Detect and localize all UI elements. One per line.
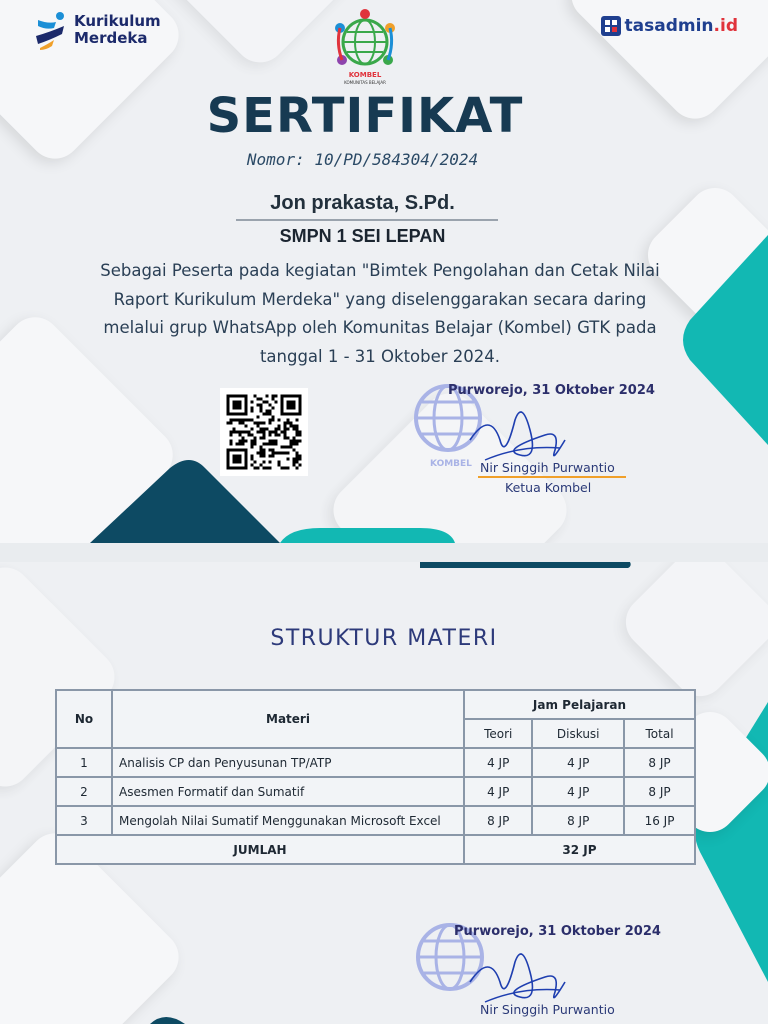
header-teori: Teori: [464, 719, 532, 748]
certificate-description: [78, 257, 682, 371]
signer-name: Nir Singgih Purwantio: [480, 460, 615, 475]
cell-teori: 4 JP: [464, 777, 532, 806]
kurikulum-merdeka-logo: [34, 10, 161, 50]
school-name: SMPN 1 SEI LEPAN: [279, 226, 446, 246]
cell-diskusi: 4 JP: [532, 777, 624, 806]
brand-line-1: Kurikulum: [74, 12, 161, 30]
certificate-number: Nomor: 10/PD/584304/2024: [246, 150, 479, 169]
signer2-name: Nir Singgih Purwantio: [480, 1002, 615, 1017]
header-diskusi: Diskusi: [532, 719, 624, 748]
cell-total: 16 JP: [624, 806, 695, 835]
brand-line-2: Merdeka: [74, 29, 148, 47]
cell-materi: Mengolah Nilai Sumatif Menggunakan Microsoft Excel: [112, 806, 464, 835]
qr-code-icon: [220, 388, 308, 476]
cell-teori: 4 JP: [464, 748, 532, 777]
cell-materi: Analisis CP dan Penyusunan TP/ATP: [112, 748, 464, 777]
cell-total: 8 JP: [624, 748, 695, 777]
signer-role: Ketua Kombel: [505, 480, 592, 495]
header-materi: Materi: [112, 690, 464, 748]
signer-underline: [478, 476, 626, 478]
stamp-text: KOMBEL: [430, 459, 472, 469]
kurikulum-merdeka-icon: [34, 10, 68, 50]
kombel-logo-subtext: KOMUNITAS BELAJAR: [344, 80, 386, 85]
description-line: tanggal 1 - 31 Oktober 2024.: [259, 346, 501, 366]
name-underline: [236, 219, 498, 221]
cell-diskusi: 4 JP: [532, 748, 624, 777]
tasadmin-name: tasadmin: [624, 16, 714, 36]
total-value: 32 JP: [464, 835, 695, 864]
table-row: [56, 748, 695, 777]
total-label: JUMLAH: [56, 835, 464, 864]
table-row: [56, 806, 695, 835]
cell-no: 2: [56, 777, 112, 806]
table-row: [56, 777, 695, 806]
kombel-logo-text: KOMBEL: [348, 71, 382, 79]
header-no: No: [56, 690, 112, 748]
cell-teori: 8 JP: [464, 806, 532, 835]
cell-materi: Asesmen Formatif dan Sumatif: [112, 777, 464, 806]
cell-diskusi: 8 JP: [532, 806, 624, 835]
structure-page: [0, 562, 768, 1024]
recipient-name: Jon prakasta, S.Pd.: [270, 192, 455, 214]
signature-place-date: Purworejo, 31 Oktober 2024: [448, 383, 655, 398]
cell-no: 1: [56, 748, 112, 777]
structure-title: STRUKTUR MATERI: [270, 626, 498, 651]
table-total-row: [56, 835, 695, 864]
description-line: Raport Kurikulum Merdeka" yang diselenggarakan secara daring: [113, 289, 647, 309]
kombel-logo: [332, 8, 398, 88]
tasadmin-logo: [601, 16, 738, 36]
cell-no: 3: [56, 806, 112, 835]
qr-code: [220, 388, 308, 476]
cell-total: 8 JP: [624, 777, 695, 806]
description-line: melalui grup WhatsApp oleh Komunitas Belajar (Kombel) GTK pada: [103, 318, 657, 337]
signature2-place-date: Purworejo, 31 Oktober 2024: [454, 924, 661, 939]
materi-table: [55, 689, 696, 865]
header-total: Total: [624, 719, 695, 748]
globe-icon: [332, 8, 398, 78]
description-line: Sebagai Peserta pada kegiatan "Bimtek Pengolahan dan Cetak Nilai: [100, 261, 660, 280]
tasadmin-suffix: .id: [713, 16, 738, 36]
tasadmin-icon: [601, 16, 621, 36]
header-jam-pelajaran: Jam Pelajaran: [464, 690, 695, 719]
certificate-title: SERTIFIKAT: [206, 88, 524, 144]
